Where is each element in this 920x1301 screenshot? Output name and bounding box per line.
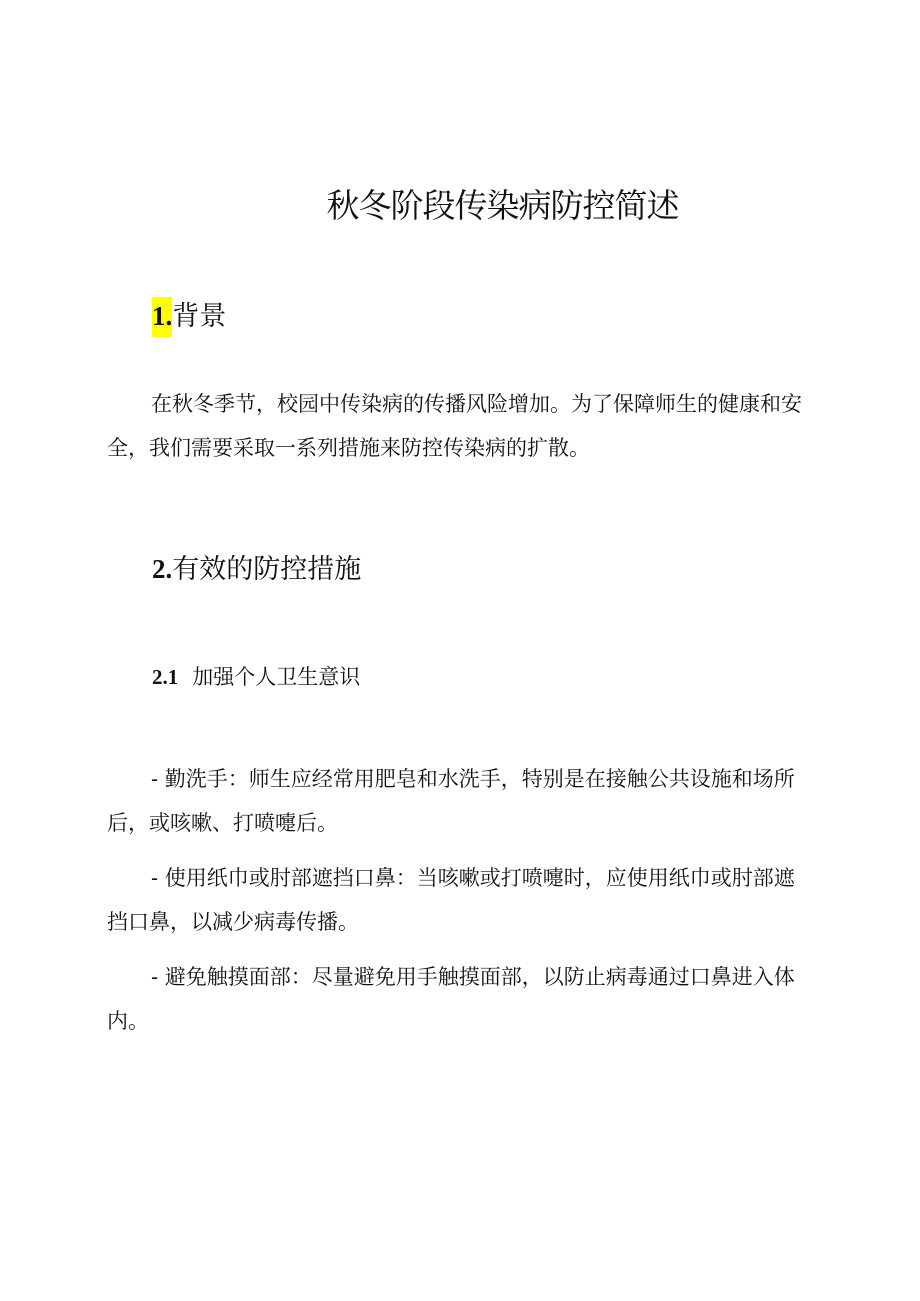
background-paragraph: 在秋冬季节，校园中传染病的传播风险增加。为了保障师生的健康和安全，我们需要采取一系列措施来防控传染病的扩散。 [107, 392, 802, 460]
section-heading-measures [152, 547, 361, 586]
document-title: 秋冬阶段传染病防控简述 [326, 186, 679, 225]
subsection-number: 2.1 [152, 665, 179, 689]
section-heading-background [152, 294, 226, 333]
subsection-heading-text: 加强个人卫生意识 [192, 665, 361, 689]
section-heading-text: 有效的防控措施 [172, 554, 362, 585]
subsection-heading [152, 661, 360, 691]
measure-item-avoid-touching-face: - 避免触摸面部：尽量避免用手触摸面部，以防止病毒通过口鼻进入体内。 [107, 965, 795, 1033]
section-heading-text: 背景 [172, 301, 227, 332]
section-number-highlighted: 1. [152, 297, 172, 337]
measure-item-handwashing: - 勤洗手：师生应经常用肥皂和水洗手，特别是在接触公共设施和场所后，或咳嗽、打喷嚏后。 [107, 767, 795, 835]
section-number: 2. [152, 554, 173, 584]
measure-item-cover-mouth: - 使用纸巾或肘部遮挡口鼻：当咳嗽或打喷嚏时，应使用纸巾或肘部遮挡口鼻，以减少病毒传播。 [107, 866, 795, 934]
